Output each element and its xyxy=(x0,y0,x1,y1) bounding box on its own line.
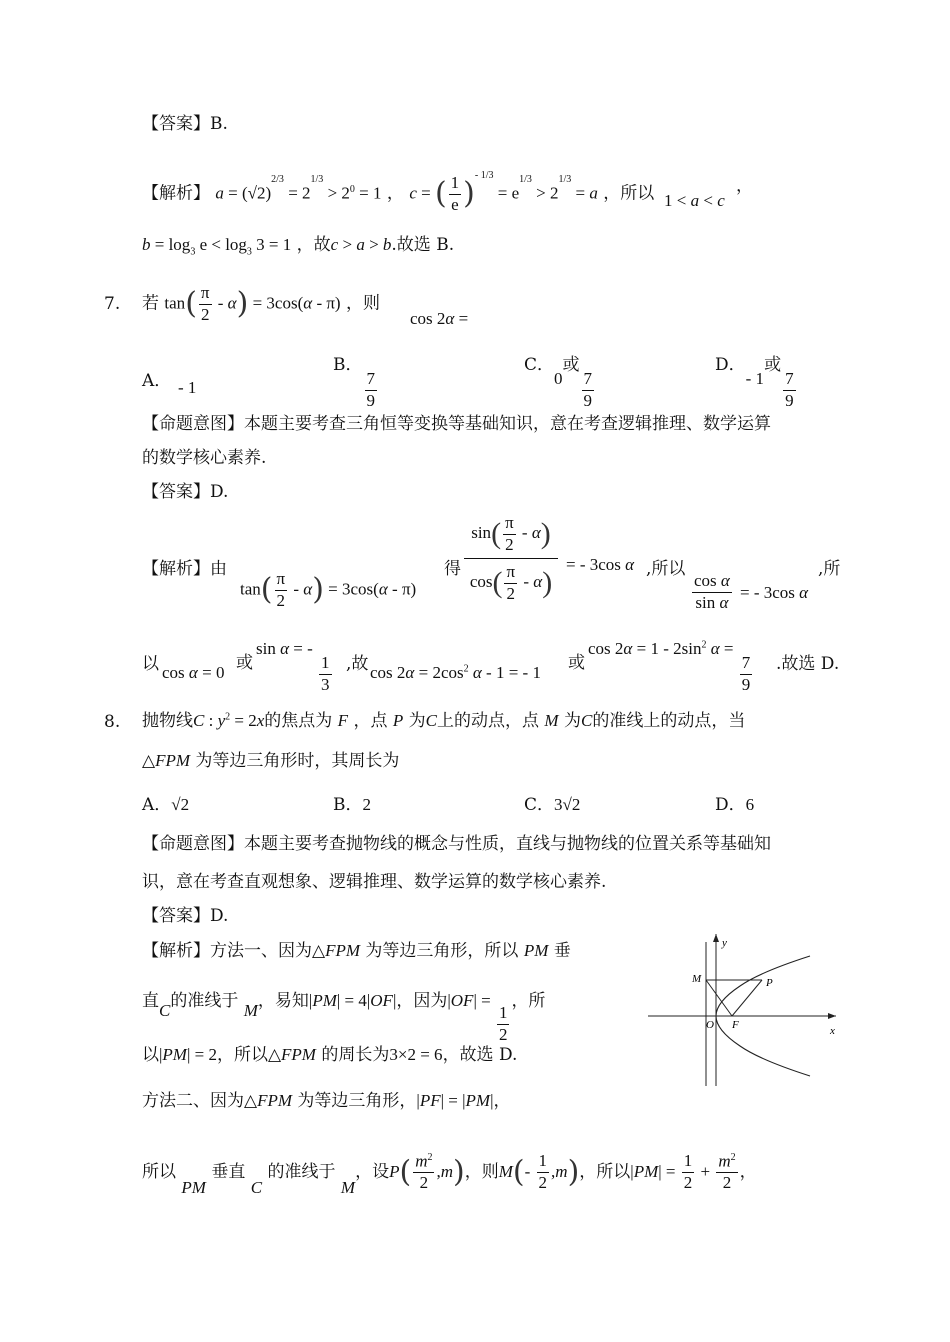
solution-6-line1: 【解析】 $a = (√2)^{2/3} = 2^{1/3} > 2^0 = 1$ ， c = ( $\frac{1}{e}$ )$^{- 1/3} = e^{1/3} > 2^{1/3} = a$ ，所以 xyxy=(142,170,655,214)
q8-intent-2: 识，意在考查直观想象、逻辑推理、数学运算的数学核心素养. xyxy=(142,872,607,892)
q8-method1-line3: 以|PM| = 2，所以△FPM 的周长为3×2 = 6，故选 D. xyxy=(142,1045,518,1065)
q7-sol-tan: tan( $\frac{\pi}{2}$ - α) = 3cos(α - π) xyxy=(240,569,417,610)
parabola-figure xyxy=(640,928,840,1088)
q7-option-d: D．- 1或 $\frac{7}{9}$ xyxy=(715,355,794,410)
q7-option-b: B． $\frac{7}{9}$ xyxy=(333,355,375,410)
answer-6: 【答案】B. xyxy=(142,114,228,134)
jiexi-label: 【解析】 xyxy=(142,183,210,204)
q7-cos2a-1: $\cos 2\alpha = 2\cos^2$ α - 1 = - 1 xyxy=(370,663,541,682)
y-axis-arrow xyxy=(713,934,719,942)
q8-number: 8. xyxy=(104,712,121,732)
q8-stem-line1: 抛物线C : $y^2 = 2x$的焦点为 F ，点 P 为C上的动点，点 M 为C的准线上的动点，当 xyxy=(142,711,746,731)
q7-sol-line2: 以 xyxy=(142,654,159,674)
q8-answer: 【答案】D. xyxy=(142,906,229,926)
q7-option-a-value: - 1 xyxy=(178,378,197,397)
q7-sin-val: sin α = - $\frac{1}{3}$ xyxy=(256,639,330,694)
segment-mf xyxy=(706,980,732,1016)
label-y: y xyxy=(722,937,727,949)
q7-big-fraction: sin( $\frac{\pi}{2}$ - α) cos( $\frac{\pi}{2}$ - α) xyxy=(464,514,558,604)
q7-number: 7. xyxy=(104,294,121,314)
q7-huo: 或 xyxy=(236,653,253,673)
q7-sol-label: 【解析】由 xyxy=(142,559,227,579)
q7-cos2a-2: $\cos 2\alpha = 1 - 2\sin^2$ α = $\frac{7}{9}$ xyxy=(588,639,751,694)
q7-option-c: C．0或 $\frac{7}{9}$ xyxy=(524,355,593,410)
a-value: a xyxy=(215,183,224,203)
q7-intent-2: 的数学核心素养. xyxy=(142,448,267,468)
q7-cos-sin-frac: $\frac{\text{cos α}}{\text{sin α}}$ xyxy=(694,571,730,612)
label-o: O xyxy=(706,1019,714,1031)
q8-method1-line1: 【解析】方法一、因为△FPM 为等边三角形，所以 PM 垂 xyxy=(142,941,571,961)
q7-answer: 【答案】D. xyxy=(142,482,229,502)
ineq-a-c: 1 < a < c xyxy=(664,191,725,210)
segment-pf xyxy=(732,980,762,1016)
q7-ask: cos 2α = xyxy=(410,309,469,328)
q8-method1-line2: 直C的准线于 M，易知|PM| = 4|OF|，因为|OF| = $\frac{1}{2}$ ，所 xyxy=(142,991,546,1044)
q8-method2-line1: 方法二、因为△FPM 为等边三角形，|PF| = |PM|， xyxy=(142,1091,511,1111)
solution-6-line2: $b = \log_3 e < \log_3 3 = 1$ ，故c > a > b.故选 B. xyxy=(142,235,455,258)
q7-sol-eq1: = - 3cos α xyxy=(566,555,635,574)
q8-intent: 【命题意图】本题主要考查抛物线的概念与性质，直线与抛物线的位置关系等基础知 xyxy=(142,834,771,854)
q7-stem: 若 tan( $\frac{\pi}{2}$ - α) = 3cos(α - π) ，则 xyxy=(142,283,380,324)
q7-end: .故选 D. xyxy=(776,654,840,674)
q7-sol-suo: ,所 xyxy=(818,559,841,579)
label-x: x xyxy=(830,1025,835,1037)
q7-huo2: 或 xyxy=(568,653,585,673)
comma2: ， xyxy=(736,176,753,196)
q7-sol-eq2: = - 3cos α xyxy=(740,583,809,602)
q7-gu: ,故 xyxy=(346,654,369,674)
label-f: F xyxy=(732,1019,739,1031)
q8-option-c: C．3√2 xyxy=(524,795,581,815)
q7-sol-suoyi: ,所以 xyxy=(646,559,686,579)
label-p: P xyxy=(766,977,773,989)
q7-cos0: cos α = 0 xyxy=(162,663,225,682)
q8-option-d: D．6 xyxy=(715,795,755,815)
q8-stem-line2: △FPM 为等边三角形时，其周长为 xyxy=(142,751,400,771)
label-m: M xyxy=(692,973,702,985)
q7-option-a: A． xyxy=(142,371,172,391)
q8-method2-line2: 所以 PM 垂直 C 的准线于 M，设P( $\frac{m^2}{2}$ ,m)，则M(- $\frac{1}{2}$ ,m)，所以|PM| = $\frac{1}{2}$ + $\frac{m^2}{2}$ ， xyxy=(142,1151,757,1198)
x-axis-arrow xyxy=(828,1013,836,1019)
q7-intent: 【命题意图】本题主要考查三角恒等变换等基础知识，意在考查逻辑推理、数学运算 xyxy=(142,414,771,434)
q8-option-b: B．2 xyxy=(333,795,371,815)
q7-sol-de: 得 xyxy=(444,559,461,579)
q8-option-a: A．√2 xyxy=(142,795,190,815)
